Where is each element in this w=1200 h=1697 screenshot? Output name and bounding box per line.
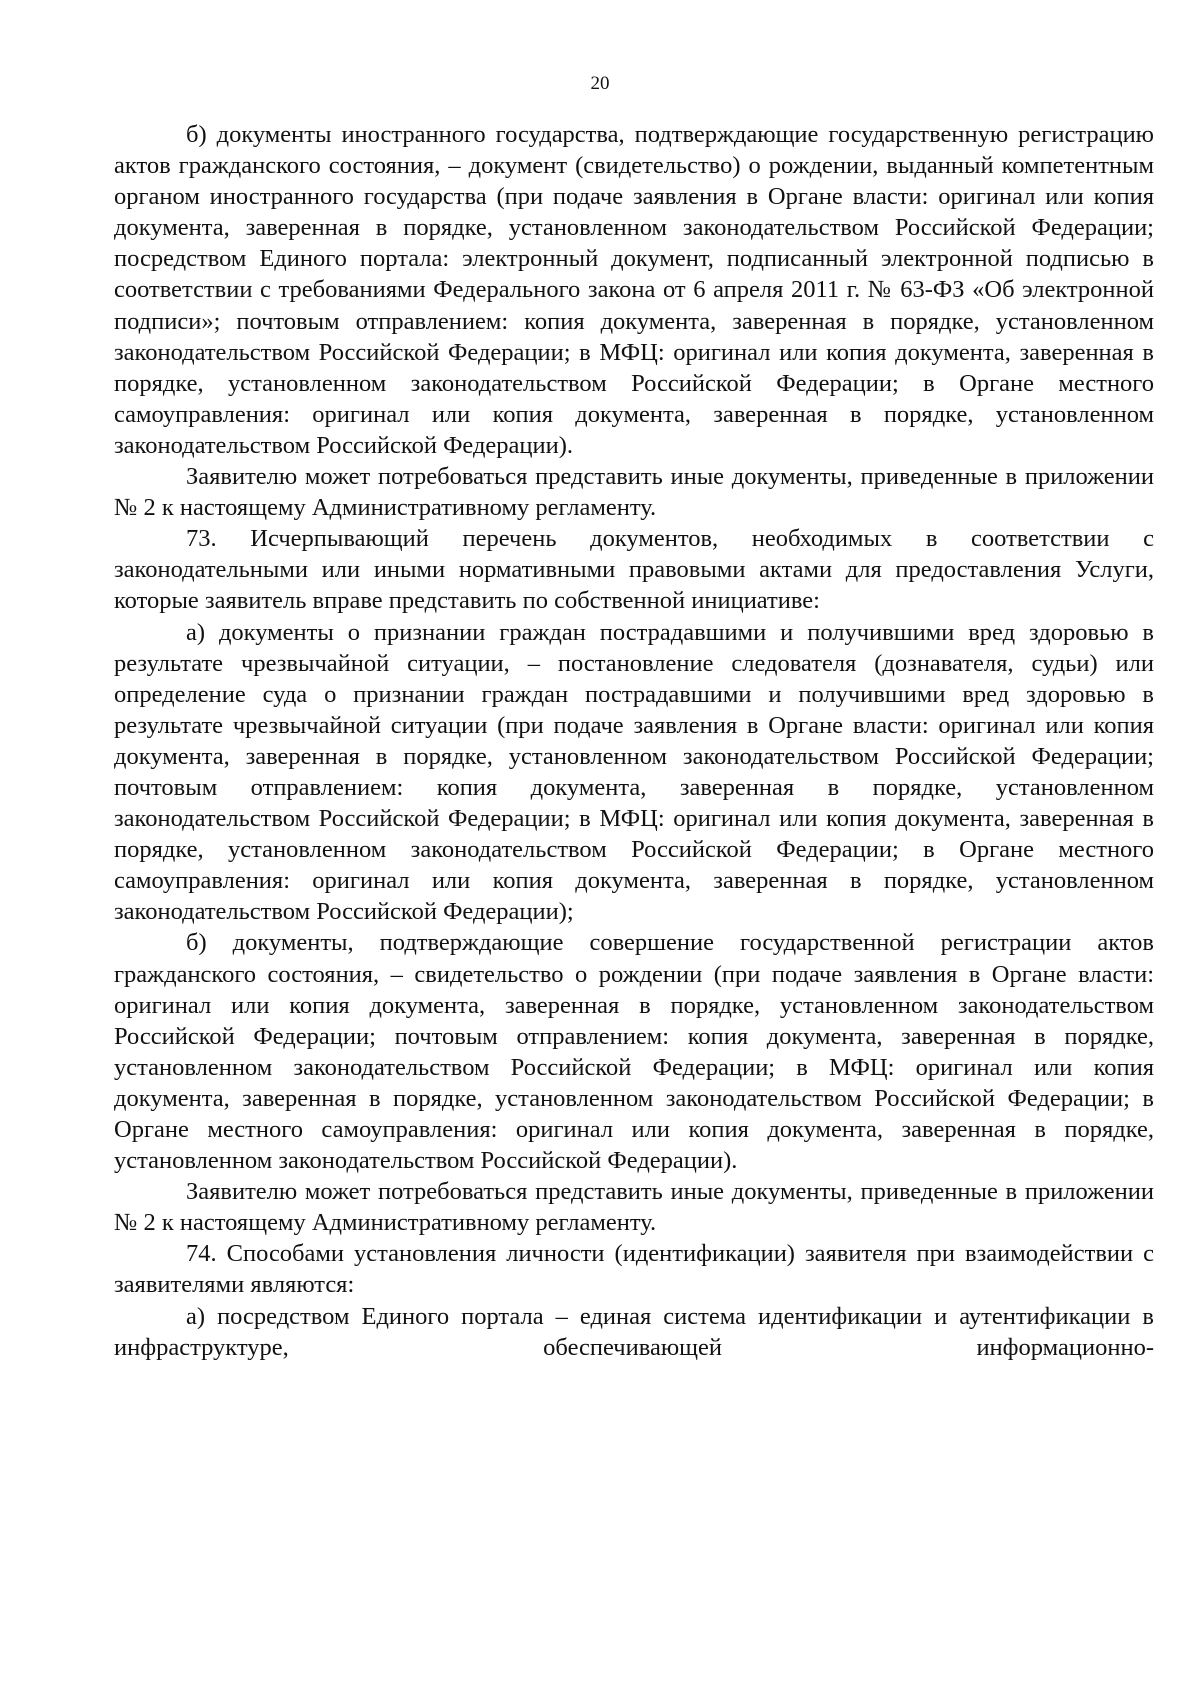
- paragraph-73-document-list: 73. Исчерпывающий перечень документов, необходимых в соответствии с законодательными или иными нормативными правовыми актами для предоставления Услуги, которые заявитель вправе представить по собственной инициативе:: [114, 525, 1154, 615]
- document-body: [114, 119, 1154, 1363]
- paragraph-a-single-portal: а) посредством Единого портала – единая система идентификации и аутентификации в инфраструктуре, обеспечивающей информационно-: [114, 1302, 1154, 1361]
- paragraph-a-victim-recognition: а) документы о признании граждан пострадавшими и получившими вред здоровью в результате чрезвычайной ситуации, – постановление следователя (дознавателя, судьи) или определение суда о признании граждан пострадавшими и получившими вред здоровью в результате чрезвычайной ситуации (при подаче заявления в Органе власти: оригинал или копия документа, заверенная в порядке, установленном законодательством Российской Федерации; почтовым отправлением: копия документа, заверенная в порядке, установленном законодательством Российской Федерации; в МФЦ: оригинал или копия документа, заверенная в порядке, установленном законодательством Российской Федерации; в Органе местного самоуправления: оригинал или копия документа, заверенная в порядке, установленном законодательством Российской Федерации);: [114, 618, 1154, 926]
- page-number: 20: [590, 73, 610, 94]
- paragraph-other-documents-note-2: Заявителю может потребоваться представить иные документы, приведенные в приложении № 2 к настоящему Административному регламенту.: [114, 1178, 1154, 1237]
- paragraph-b-civil-registration: б) документы, подтверждающие совершение государственной регистрации актов гражданского состояния, – свидетельство о рождении (при подаче заявления в Органе власти: оригинал или копия документа, заверенная в порядке, установленном законодательством Российской Федерации; почтовым отправлением: копия документа, заверенная в порядке, установленном законодательством Российской Федерации; в МФЦ: оригинал или копия документа, заверенная в порядке, установленном законодательством Российской Федерации; в Органе местного самоуправления: оригинал или копия документа, заверенная в порядке, установленном законодательством Российской Федерации).: [114, 929, 1154, 1175]
- paragraph-other-documents-note: Заявителю может потребоваться представить иные документы, приведенные в приложении № 2 к настоящему Административному регламенту.: [114, 463, 1154, 522]
- paragraph-b-foreign-documents: б) документы иностранного государства, подтверждающие государственную регистрацию актов гражданского состояния, – документ (свидетельство) о рождении, выданный компетентным органом иностранного государства (при подаче заявления в Органе власти: оригинал или копия документа, заверенная в порядке, установленном законодательством Российской Федерации; посредством Единого портала: электронный документ, подписанный электронной подписью в соответствии с требованиями Федерального закона от 6 апреля 2011 г. № 63-ФЗ «Об электронной подписи»; почтовым отправлением: копия документа, заверенная в порядке, установленном законодательством Российской Федерации; в МФЦ: оригинал или копия документа, заверенная в порядке, установленном законодательством Российской Федерации; в Органе местного самоуправления: оригинал или копия документа, заверенная в порядке, установленном законодательством Российской Федерации).: [114, 121, 1154, 459]
- paragraph-74-identification-methods: 74. Способами установления личности (идентификации) заявителя при взаимодействии с заявителями являются:: [114, 1240, 1154, 1299]
